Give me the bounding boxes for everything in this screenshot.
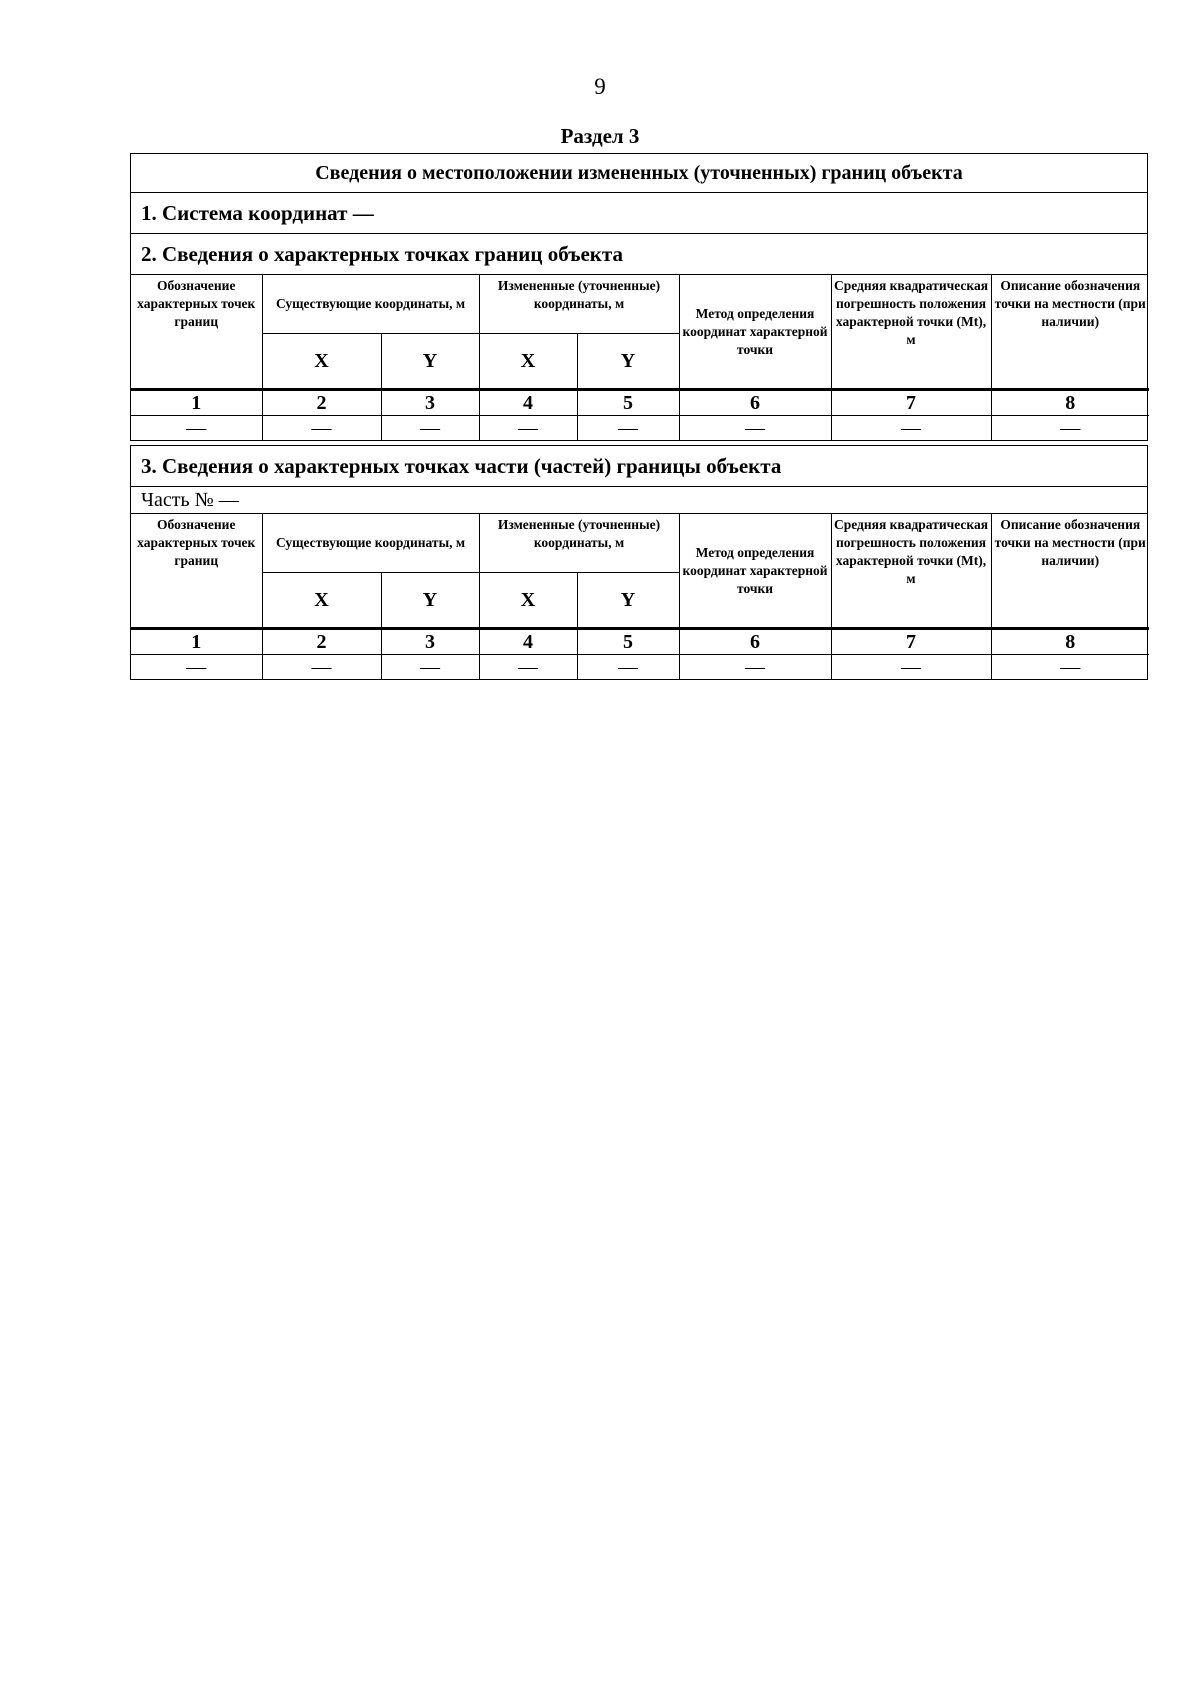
table-cell: — <box>831 655 991 680</box>
header-point-label: Обозначение характерных точек границ <box>131 514 262 629</box>
column-number: 3 <box>381 629 479 655</box>
column-number: 8 <box>991 629 1149 655</box>
form-title: Сведения о местоположении измененных (уточненных) границ объекта <box>131 154 1147 193</box>
table-cell: — <box>381 655 479 680</box>
column-number: 1 <box>131 390 262 416</box>
page-number: 9 <box>594 74 606 99</box>
axis-x-existing: X <box>262 573 381 629</box>
column-number: 1 <box>131 629 262 655</box>
table-cell: — <box>381 416 479 441</box>
column-number: 5 <box>577 629 679 655</box>
table-cell: — <box>131 655 262 680</box>
table-cell: — <box>831 416 991 441</box>
axis-y-changed: Y <box>577 573 679 629</box>
table1-heading: 2. Сведения о характерных точках границ объекта <box>131 234 1147 275</box>
header-error: Средняя квадратическая погрешность положения характерной точки (Mt), м <box>831 514 991 629</box>
axis-x-changed: X <box>479 573 577 629</box>
column-number: 4 <box>479 629 577 655</box>
column-number: 3 <box>381 390 479 416</box>
table-header-row <box>131 514 1149 573</box>
column-number: 5 <box>577 390 679 416</box>
column-number: 4 <box>479 390 577 416</box>
table-cell: — <box>131 416 262 441</box>
table-row <box>131 416 1149 441</box>
column-number-row <box>131 629 1149 655</box>
table-cell: — <box>262 655 381 680</box>
section-title: Раздел 3 <box>560 124 640 148</box>
boundary-points-table <box>131 275 1149 440</box>
table-cell: — <box>479 416 577 441</box>
header-description: Описание обозначения точки на местности (при наличии) <box>991 514 1149 629</box>
document-form-part <box>130 445 1148 680</box>
part-number: Часть № — <box>131 487 1147 514</box>
document-form <box>130 153 1148 441</box>
axis-x-existing: X <box>262 334 381 390</box>
column-number: 2 <box>262 629 381 655</box>
header-existing-coords: Существующие координаты, м <box>262 275 479 334</box>
table-cell: — <box>679 655 831 680</box>
part-boundary-points-table <box>131 514 1149 679</box>
header-description: Описание обозначения точки на местности (при наличии) <box>991 275 1149 390</box>
table-cell: — <box>991 416 1149 441</box>
column-number: 2 <box>262 390 381 416</box>
table2-heading: 3. Сведения о характерных точках части (частей) границы объекта <box>131 446 1147 487</box>
column-number-row <box>131 390 1149 416</box>
header-existing-coords: Существующие координаты, м <box>262 514 479 573</box>
header-method: Метод определения координат характерной точки <box>679 275 831 390</box>
coordinate-system: 1. Система координат — <box>131 193 1147 234</box>
table-cell: — <box>577 655 679 680</box>
table-cell: — <box>262 416 381 441</box>
header-point-label: Обозначение характерных точек границ <box>131 275 262 390</box>
table-cell: — <box>479 655 577 680</box>
column-number: 6 <box>679 390 831 416</box>
axis-y-existing: Y <box>381 573 479 629</box>
axis-x-changed: X <box>479 334 577 390</box>
axis-y-changed: Y <box>577 334 679 390</box>
column-number: 6 <box>679 629 831 655</box>
header-changed-coords: Измененные (уточненные) координаты, м <box>479 275 679 334</box>
header-changed-coords: Измененные (уточненные) координаты, м <box>479 514 679 573</box>
header-error: Средняя квадратическая погрешность положения характерной точки (Mt), м <box>831 275 991 390</box>
column-number: 7 <box>831 629 991 655</box>
table-header-row <box>131 275 1149 334</box>
table-cell: — <box>991 655 1149 680</box>
column-number: 7 <box>831 390 991 416</box>
header-method: Метод определения координат характерной точки <box>679 514 831 629</box>
column-number: 8 <box>991 390 1149 416</box>
table-row <box>131 655 1149 680</box>
axis-y-existing: Y <box>381 334 479 390</box>
table-cell: — <box>577 416 679 441</box>
table-cell: — <box>679 416 831 441</box>
